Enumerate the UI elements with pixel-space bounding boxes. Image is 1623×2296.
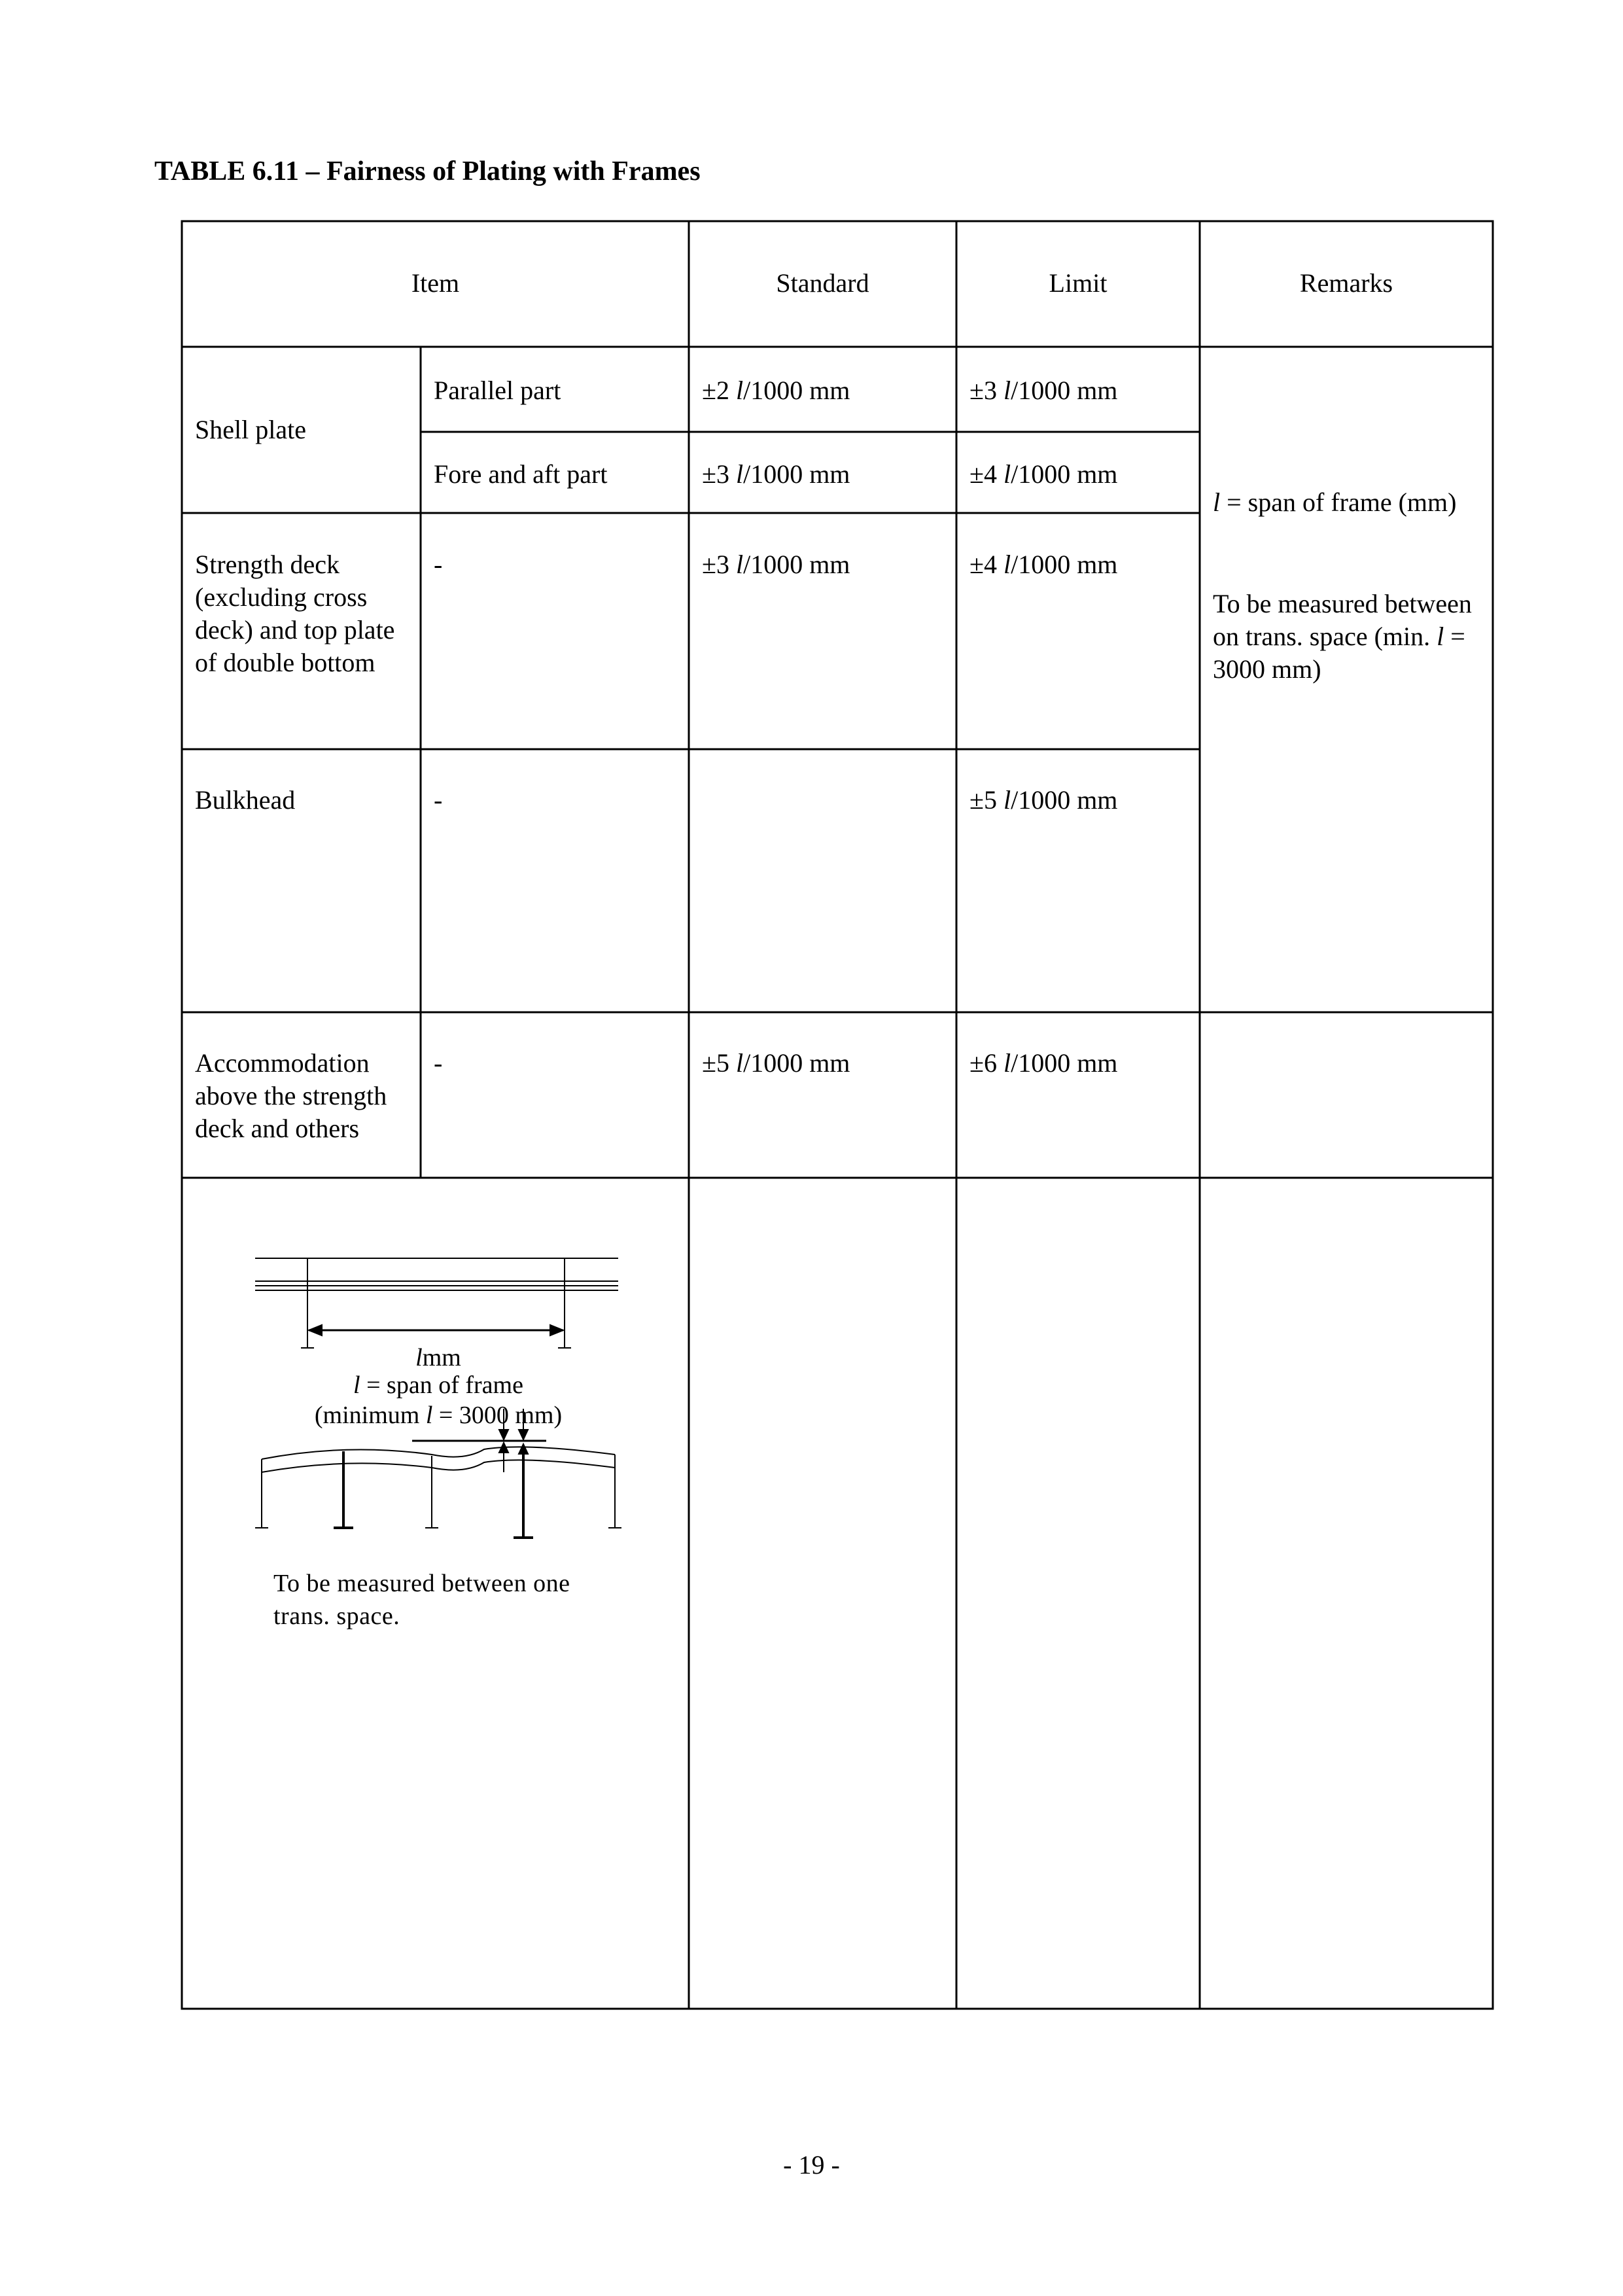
span-dimension-label: lmm [415,1344,461,1371]
diagram-note: To be measured between one trans. space. [273,1570,570,1630]
shell-fore-aft-sub: Fore and aft part [434,459,608,489]
accommodation-sub: - [434,1048,443,1078]
bulkhead-item: Bulkhead [195,785,296,815]
span-definition-label: l = span of frame [353,1371,523,1399]
header-item: Item [411,268,460,298]
bulkhead-sub: - [434,785,443,815]
shell-parallel-standard: ±2 l/1000 mm [702,376,850,405]
strength-deck-item: Strength deck (excluding cross deck) and top plate of double bottom [195,550,395,677]
header-limit: Limit [1049,268,1108,298]
accommodation-limit: ±6 l/1000 mm [969,1048,1118,1078]
strength-deck-sub: - [434,550,443,579]
shell-fore-aft-limit: ±4 l/1000 mm [969,459,1118,489]
shell-parallel-limit: ±3 l/1000 mm [969,376,1118,405]
shell-fore-aft-standard: ±3 l/1000 mm [702,459,850,489]
header-remarks: Remarks [1299,268,1393,298]
frame-span-diagram [249,1246,628,1574]
accommodation-item: Accommodation above the strength deck and others [195,1048,387,1143]
remarks-measure-note: To be measured between on trans. space (min. l = 3000 mm) [1213,589,1472,684]
accommodation-standard: ±5 l/1000 mm [702,1048,850,1078]
shell-plate-item: Shell plate [195,415,306,444]
page-number: - 19 - [783,2150,840,2180]
strength-deck-standard: ±3 l/1000 mm [702,550,850,579]
shell-parallel-sub: Parallel part [434,376,561,405]
table-title: TABLE 6.11 – Fairness of Plating with Frames [154,156,701,186]
header-standard: Standard [776,268,869,298]
strength-deck-limit: ±4 l/1000 mm [969,550,1118,579]
remarks-span-definition: l = span of frame (mm) [1213,487,1457,517]
minimum-span-label: (minimum l = 3000 mm) [314,1402,563,1429]
bulkhead-limit: ±5 l/1000 mm [969,785,1118,815]
